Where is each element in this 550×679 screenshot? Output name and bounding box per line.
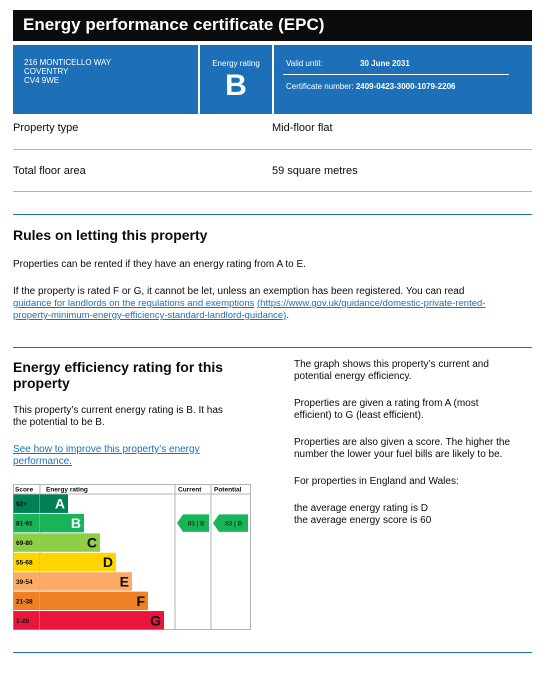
- average-score-line: the average energy score is 60: [294, 515, 432, 526]
- score-label-c: 69-80: [16, 540, 33, 548]
- certificate-number-label: Certificate number:: [286, 82, 354, 91]
- valid-until-date: 30 June 2031: [360, 59, 410, 68]
- letting-exemption-paragraph: [13, 286, 533, 322]
- energy-rating-label: Energy rating: [212, 59, 260, 68]
- floor-area-label: Total floor area: [13, 165, 86, 177]
- efficiency-heading-line: Energy efficiency rating for this: [13, 359, 224, 375]
- score-label-e: 39-54: [16, 578, 33, 586]
- section-divider: [13, 652, 532, 653]
- score-label-b: 81-91: [16, 520, 33, 528]
- score-label-d: 55-68: [16, 559, 33, 567]
- potential-rating-label: 83 | B: [225, 520, 242, 528]
- explanation-line: The graph shows this property’s current and: [294, 359, 489, 370]
- guidance-link-url[interactable]: property-minimum-energy-efficiency-standard-landlord-guidance): [13, 310, 287, 321]
- current-rating-line: This property’s current energy rating is B. It has: [13, 405, 223, 416]
- section-divider: [13, 347, 532, 348]
- explanation-line: number the lower your fuel bills are likely to be.: [294, 449, 503, 460]
- property-type-row: [13, 122, 532, 150]
- rating-letter-b: B: [70, 515, 81, 532]
- band-divider: [272, 45, 274, 114]
- rating-letter-g: G: [150, 612, 161, 629]
- score-label-g: 1-20: [16, 617, 30, 625]
- summary-band: [13, 45, 532, 114]
- address-line: 216 MONTICELLO WAY: [24, 58, 112, 67]
- floor-area-row: [13, 150, 532, 192]
- chart-header-potential: Potential: [214, 486, 242, 494]
- current-rating-text: [13, 405, 223, 429]
- rating-explanation: [294, 398, 534, 422]
- letting-heading: Rules on letting this property: [13, 227, 208, 243]
- rating-bar-g: [40, 611, 164, 629]
- explanation-line: efficient) to G (least efficient).: [294, 410, 424, 421]
- score-label-a: 92+: [16, 501, 28, 509]
- efficiency-heading: [13, 359, 223, 391]
- explanation-line: Properties are given a rating from A (most: [294, 398, 479, 409]
- section-divider: [13, 214, 532, 215]
- improve-link-line[interactable]: See how to improve this property’s energy: [13, 444, 200, 455]
- address-line: CV4 9WE: [24, 76, 60, 85]
- guidance-link[interactable]: guidance for landlords on the regulations and exemptions: [13, 298, 255, 309]
- average-rating: [294, 503, 534, 527]
- current-rating-label: 83 | B: [187, 520, 205, 528]
- certificate-number-value: 2409-0423-3000-1079-2206: [355, 82, 456, 91]
- explanation-line: Properties are also given a score. The higher the: [294, 437, 511, 448]
- rating-letter-e: E: [119, 573, 129, 590]
- current-rating-line: the potential to be B.: [13, 417, 105, 428]
- rating-letter-a: A: [54, 495, 65, 512]
- rating-letter-d: D: [102, 554, 113, 570]
- page-title: Energy performance certificate (EPC): [13, 10, 532, 41]
- property-address: [24, 58, 111, 85]
- property-type-label: Property type: [13, 122, 79, 134]
- epc-rating-chart: [13, 484, 251, 630]
- rating-letter-f: F: [136, 592, 145, 609]
- address-line: COVENTRY: [24, 67, 69, 76]
- floor-area-value: 59 square metres: [272, 165, 358, 177]
- certificate-number: [286, 82, 455, 91]
- exemption-text: If the property is rated F or G, it cannot be let, unless an exemption has been registered. You can read: [13, 286, 465, 297]
- epc-chart-svg: [13, 484, 251, 630]
- graph-explanation: [294, 359, 534, 383]
- guidance-link-end: .: [286, 310, 289, 321]
- letting-paragraph: Properties can be rented if they have an energy rating from A to E.: [13, 259, 306, 270]
- property-type-value: Mid-floor flat: [272, 122, 333, 134]
- rating-bar-f: [40, 592, 148, 610]
- rating-letter-c: C: [86, 534, 97, 551]
- chart-header-current: Current: [178, 486, 202, 494]
- explanation-line: potential energy efficiency.: [294, 371, 412, 382]
- england-wales-heading: For properties in England and Wales:: [294, 476, 459, 487]
- guidance-line: [13, 298, 533, 310]
- score-explanation: [294, 437, 534, 461]
- efficiency-heading-line: property: [13, 375, 70, 391]
- guidance-link-url[interactable]: (https://www.gov.uk/guidance/domestic-private-rented-: [257, 298, 486, 309]
- guidance-line: [13, 310, 533, 322]
- band-separator: [283, 74, 509, 75]
- average-rating-line: the average energy rating is D: [294, 503, 428, 514]
- energy-rating-letter: B: [225, 69, 247, 102]
- improve-link-line[interactable]: performance.: [13, 456, 72, 467]
- rating-bar-e: [40, 572, 132, 590]
- chart-header-score: Score: [15, 486, 34, 494]
- improve-link[interactable]: [13, 444, 200, 468]
- chart-header-rating: Energy rating: [46, 486, 88, 494]
- valid-until-label: Valid until:: [286, 59, 323, 68]
- score-label-f: 21-38: [16, 598, 33, 606]
